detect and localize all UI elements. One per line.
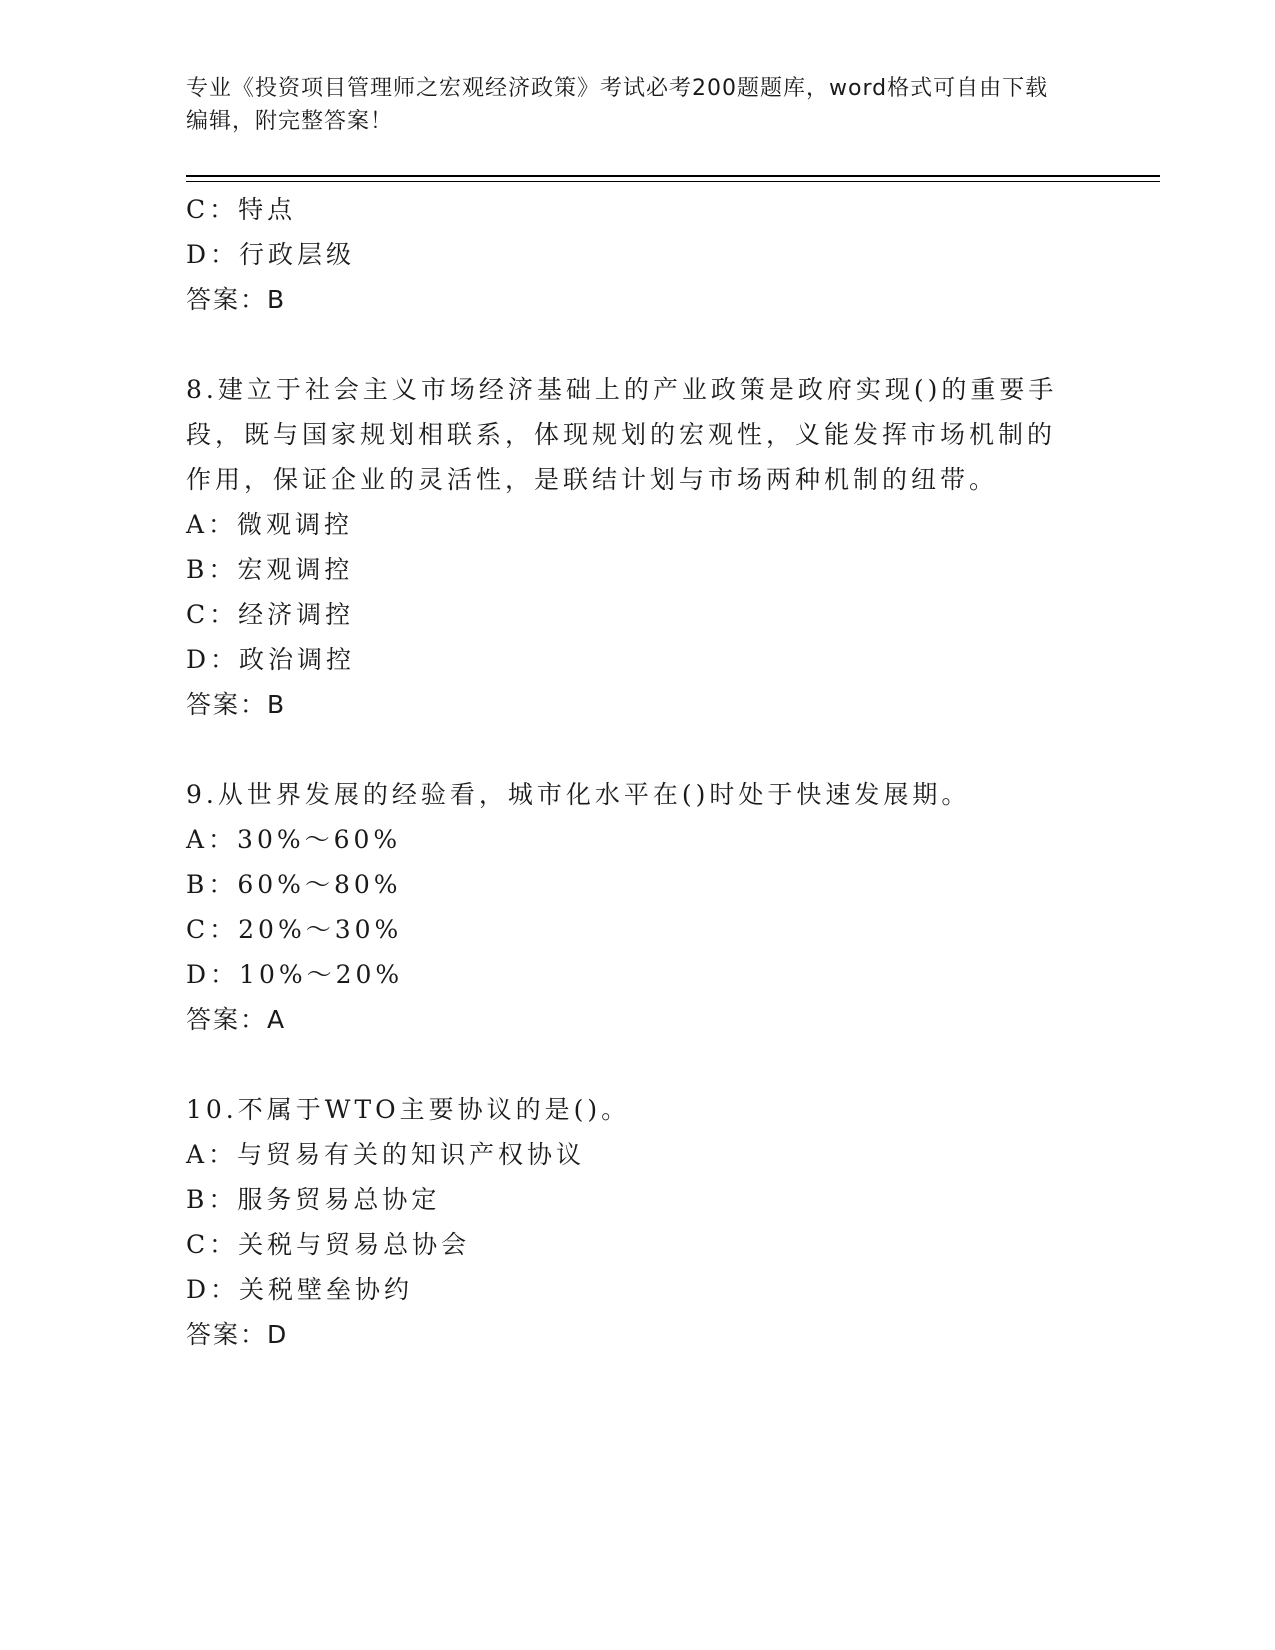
question-9-option-d: D：10%～20% [186,960,404,989]
question-10-option-b: B：服务贸易总协定 [186,1185,441,1214]
question-8-line-2: 段，既与国家规划相联系，体现规划的宏观性，义能发挥市场机制的 [186,420,1057,449]
question-10-answer: 答案：D [186,1320,289,1349]
prev-question-option-d: D：行政层级 [186,240,356,269]
page-header: 专业《投资项目管理师之宏观经济政策》考试必考200题题库，word格式可自由下载编辑，附完整答案！ [186,76,1049,134]
question-8-line-3: 作用，保证企业的灵活性，是联结计划与市场两种机制的纽带。 [186,465,999,494]
header-divider-thin [186,181,1160,182]
question-10-option-a: A：与贸易有关的知识产权协议 [186,1140,586,1169]
question-9-line-1: 9.从世界发展的经验看，城市化水平在()时处于快速发展期。 [186,780,971,809]
prev-question-option-c: C：特点 [186,195,297,224]
question-10-option-d: D：关税壁垒协约 [186,1275,414,1304]
prev-question-answer: 答案：B [186,285,287,314]
question-8-option-a: A：微观调控 [186,510,354,539]
question-10-option-c: C：关税与贸易总协会 [186,1230,471,1259]
question-8-line-1: 8.建立于社会主义市场经济基础上的产业政策是政府实现()的重要手 [186,375,1058,404]
header-divider-thick [186,175,1160,177]
question-9-option-b: B：60%～80% [186,870,402,899]
question-8-option-d: D：政治调控 [186,645,356,674]
question-10-line-1: 10.不属于WTO主要协议的是()。 [186,1095,631,1124]
question-8-answer: 答案：B [186,690,287,719]
question-9-option-a: A：30%～60% [186,825,402,854]
question-9-option-c: C：20%～30% [186,915,403,944]
question-9-answer: 答案：A [186,1005,287,1034]
question-8-option-b: B：宏观调控 [186,555,354,584]
question-8-option-c: C：经济调控 [186,600,355,629]
